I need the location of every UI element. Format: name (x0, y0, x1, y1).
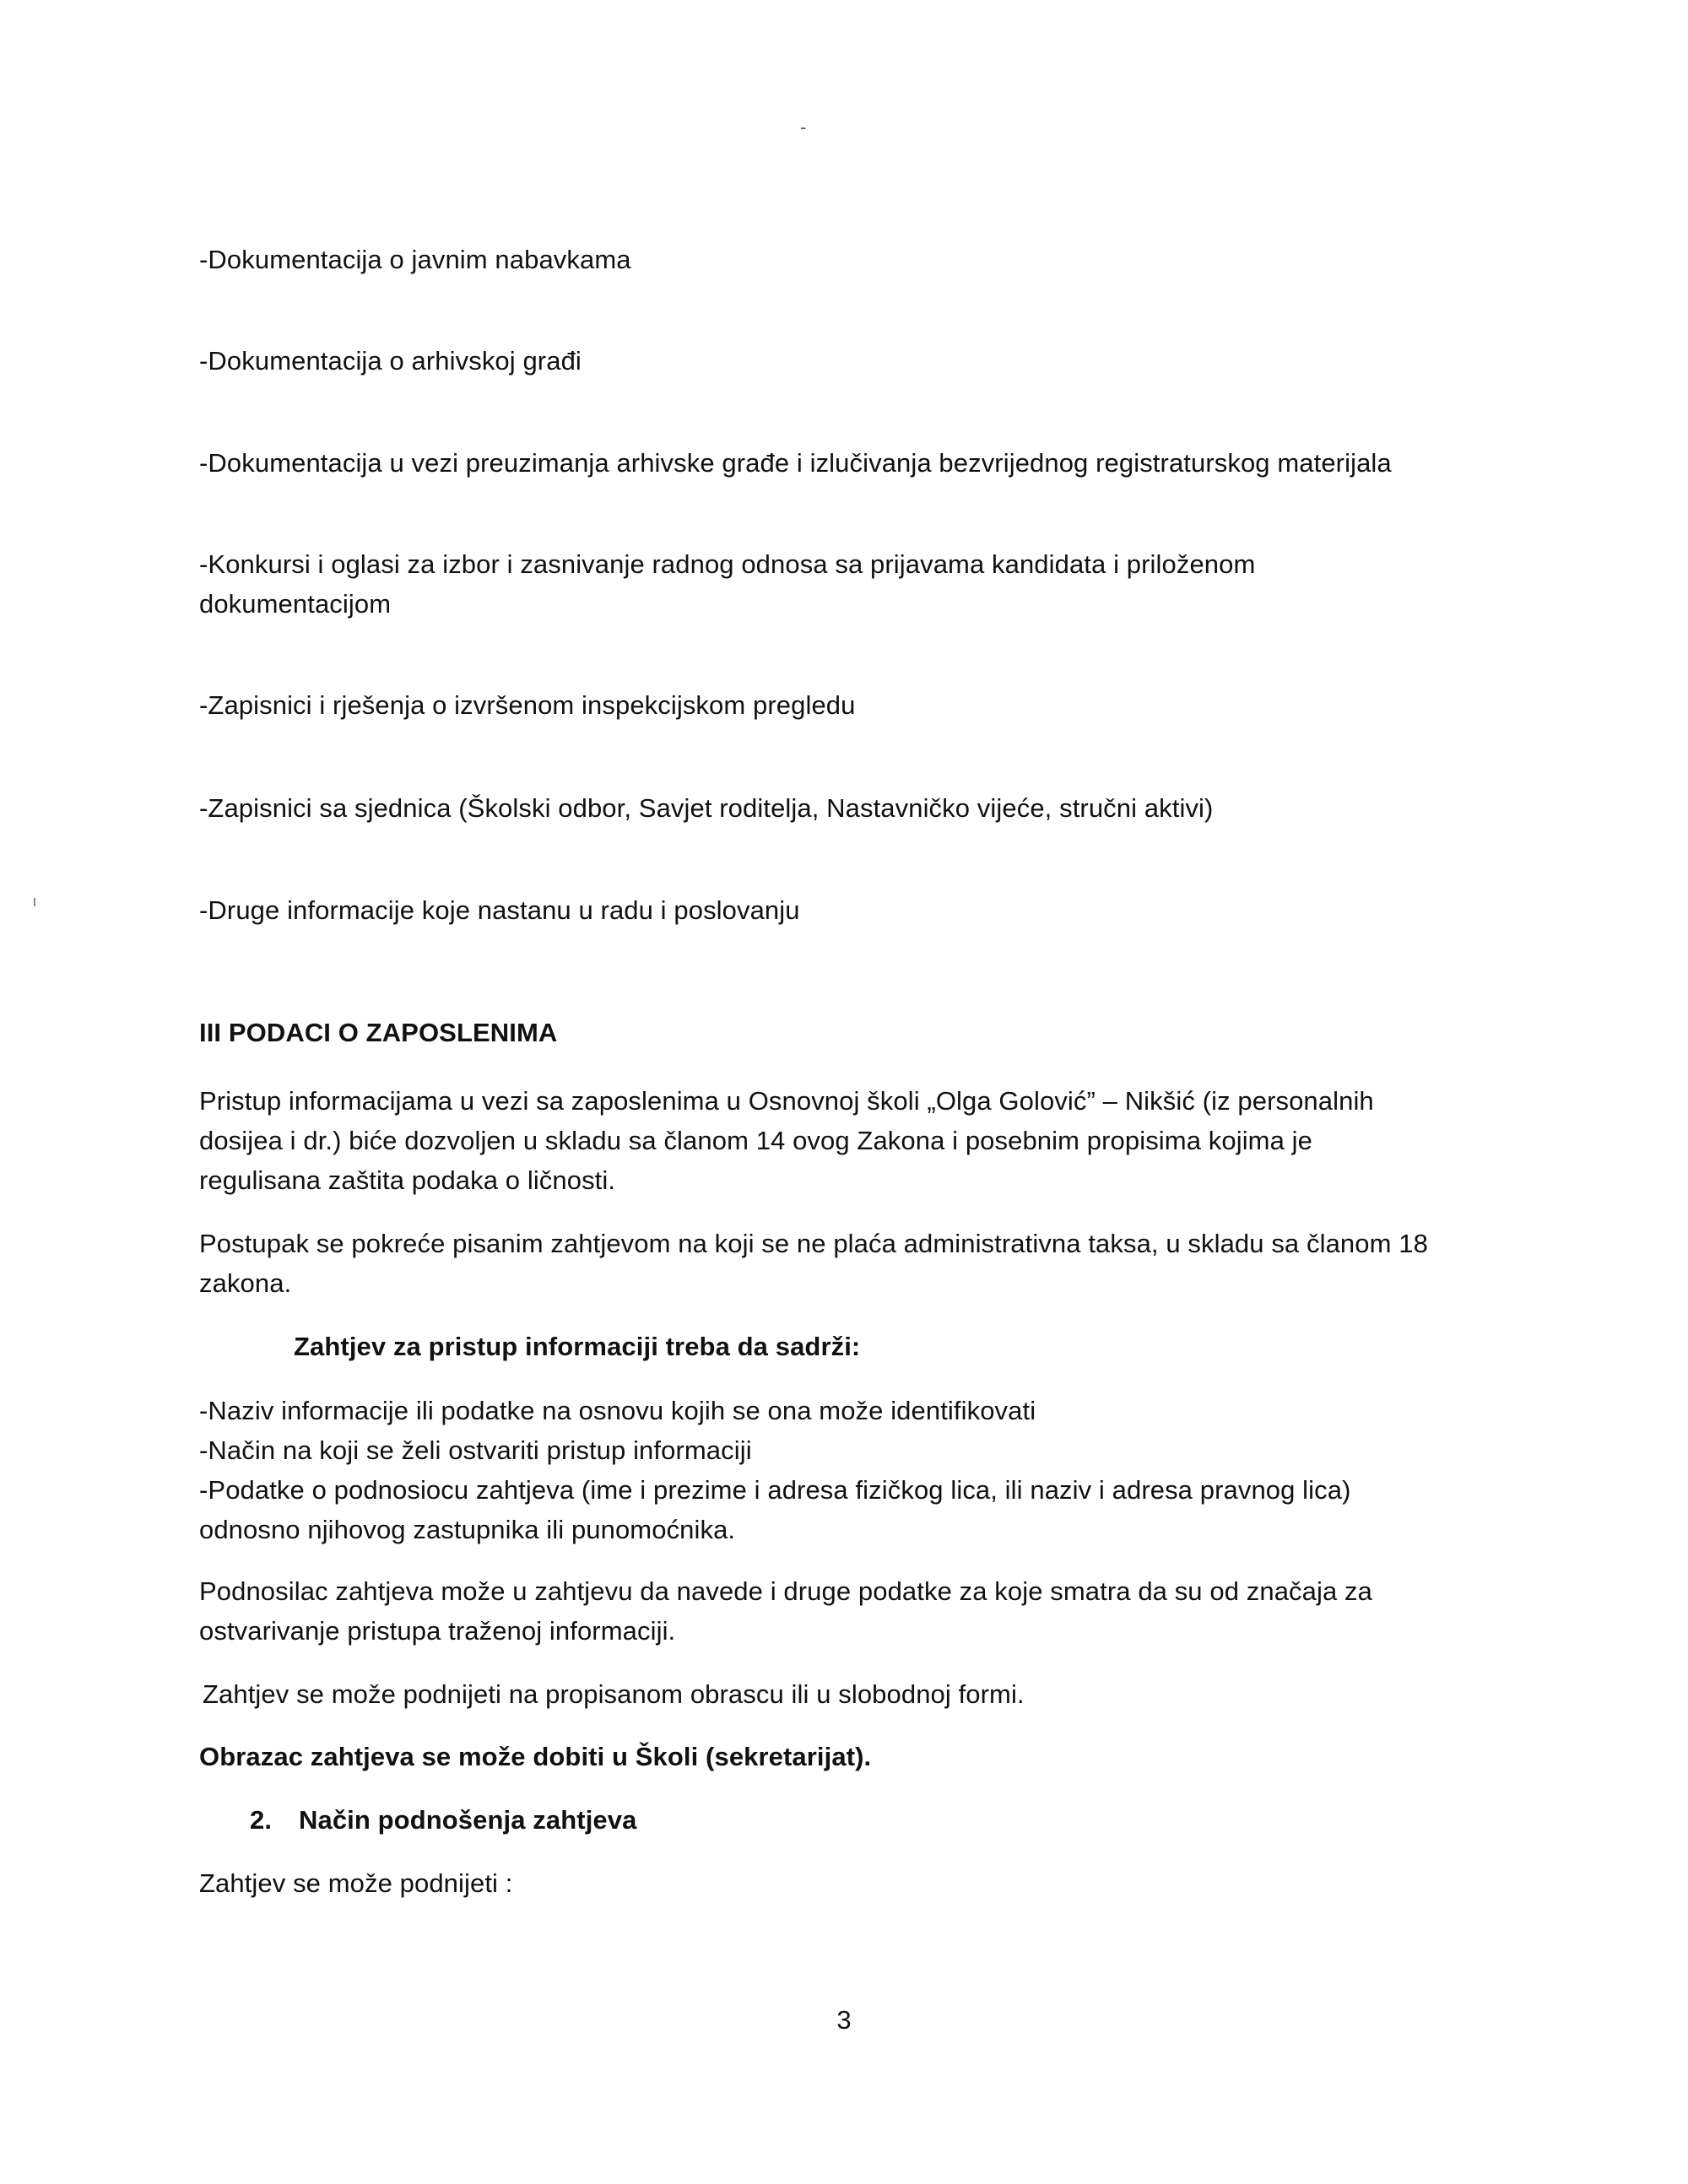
para5: Zahtjev se može podnijeti : (199, 1868, 513, 1898)
header-dash: - (800, 116, 807, 138)
para3-line1: Podnosilac zahtjeva može u zahtjevu da navede i druge podatke za koje smatra da su od značaja za (199, 1576, 1372, 1606)
subsection-number: 2. (250, 1805, 273, 1835)
request-item-name: -Naziv informacije ili podatke na osnovu kojih se ona može identifikovati (199, 1396, 1036, 1425)
list-item-archive-material: -Dokumentacija o arhivskoj građi (199, 346, 582, 376)
para1-line3: regulisana zaštita podaka o ličnosti. (199, 1165, 616, 1195)
para2-line2: zakona. (199, 1268, 292, 1298)
margin-mark (34, 898, 35, 906)
subsection-title: Način podnošenja zahtjeva (299, 1805, 637, 1835)
list-item-archive-takeover: -Dokumentacija u vezi preuzimanja arhivske građe i izlučivanja bezvrijednog registraturskog materijala (199, 448, 1392, 478)
para1-line1: Pristup informacijama u vezi sa zaposlenima u Osnovnoj školi „Olga Golović” – Nikšić (iz personalnih (199, 1086, 1374, 1116)
list-item-public-procurement: -Dokumentacija o javnim nabavkama (199, 245, 631, 274)
request-item-applicant-cont: odnosno njihovog zastupnika ili punomoćnika. (199, 1515, 736, 1544)
list-item-inspection-records: -Zapisnici i rješenja o izvršenom inspekcijskom pregledu (199, 690, 856, 720)
request-item-applicant: -Podatke o podnosiocu zahtjeva (ime i prezime i adresa fizičkog lica, ili naziv i adresa pravnog lica) (199, 1475, 1351, 1505)
request-item-method: -Način na koji se želi ostvariti pristup informaciji (199, 1435, 752, 1465)
para4: Zahtjev se može podnijeti na propisanom obrascu ili u slobodnoj formi. (203, 1679, 1025, 1709)
list-item-job-competitions-cont: dokumentacijom (199, 589, 392, 619)
section-heading: III PODACI O ZAPOSLENIMA (199, 1018, 558, 1047)
para1-line2: dosijea i dr.) biće dozvoljen u skladu sa članom 14 ovog Zakona i posebnim propisima kojima je (199, 1126, 1312, 1155)
request-heading: Zahtjev za pristup informaciji treba da sadrži: (294, 1332, 861, 1361)
list-item-meeting-minutes: -Zapisnici sa sjednica (Školski odbor, Savjet roditelja, Nastavničko vijeće, stručni aktivi) (199, 793, 1214, 823)
list-item-job-competitions: -Konkursi i oglasi za izbor i zasnivanje radnog odnosa sa prijavama kandidata i priloženom (199, 549, 1256, 579)
para3-line2: ostvarivanje pristupa traženoj informaciji. (199, 1616, 676, 1646)
page-number: 3 (836, 2005, 852, 2035)
para2-line1: Postupak se pokreće pisanim zahtjevom na koji se ne plaća administrativna taksa, u skladu sa članom 18 (199, 1229, 1428, 1258)
form-note: Obrazac zahtjeva se može dobiti u Školi (sekretarijat). (199, 1742, 872, 1771)
list-item-other-information: -Druge informacije koje nastanu u radu i poslovanju (199, 895, 800, 925)
